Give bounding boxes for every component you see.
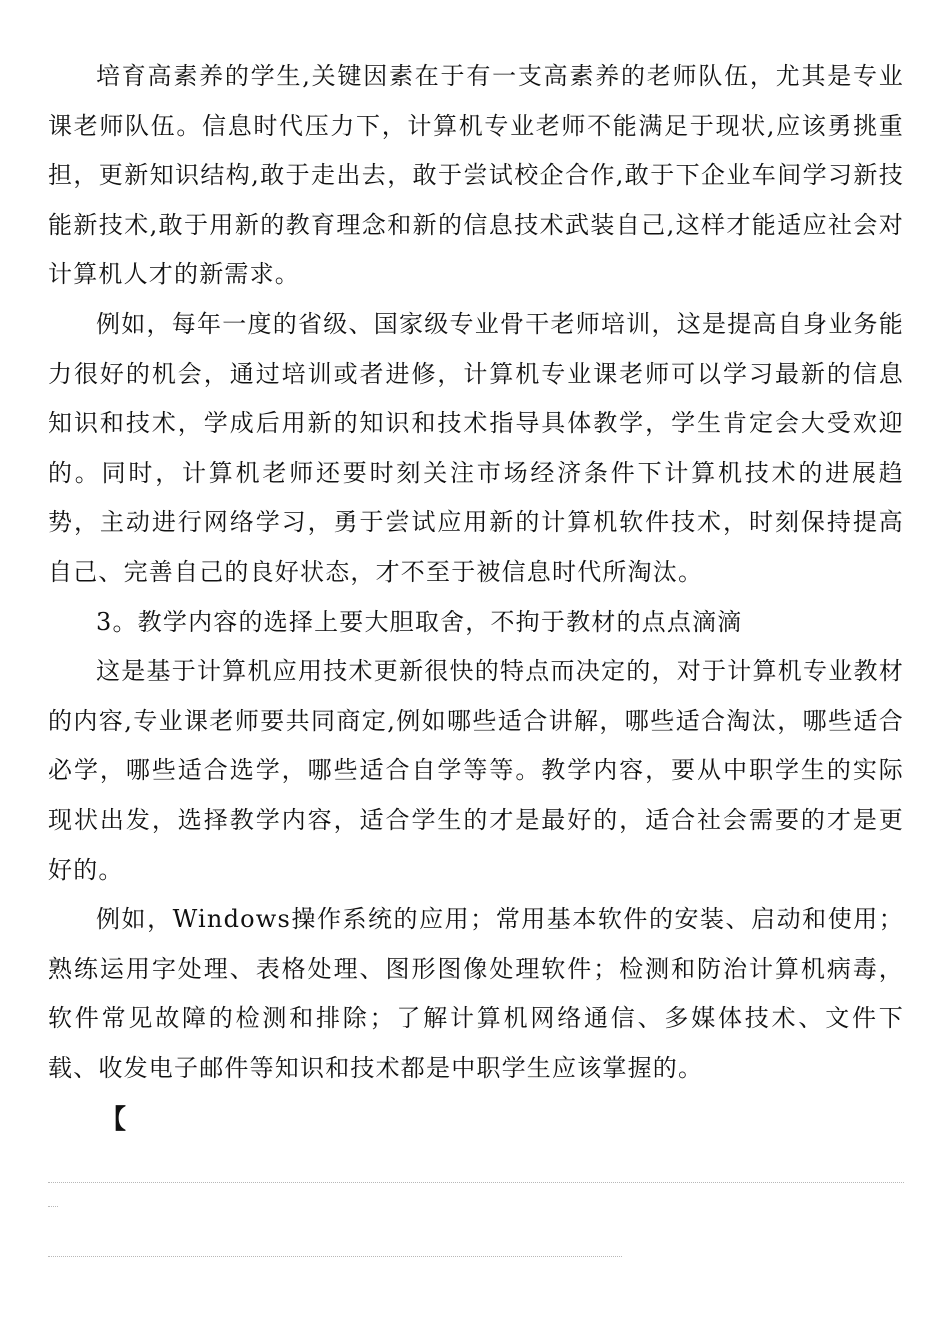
paragraph-skills-example: 例如，Windows操作系统的应用；常用基本软件的安装、启动和使用；熟练运用字处理、表格处理、图形图像处理软件；检测和防治计算机病毒，软件常见故障的检测和排除；了解计算机网络通信、多媒体技术、文件下载、收发电子邮件等知识和技术都是中职学生应该掌握的。: [48, 905, 904, 1082]
dotted-divider-short: [48, 1206, 58, 1207]
paragraph-training-example: 例如，每年一度的省级、国家级专业骨干老师培训，这是提高自身业务能力很好的机会，通过培训或者进修，计算机专业课老师可以学习最新的信息知识和技术，学成后用新的知识和技术指导具体教学，学生肯定会大受欢迎的。同时，计算机老师还要时刻关注市场经济条件下计算机技术的进展趋势，主动进行网络学习，勇于尝试应用新的计算机软件技术，时刻保持提高自己、完善自己的良好状态，才不至于被信息时代所淘汰。: [48, 309, 904, 586]
document-body: [48, 52, 904, 1093]
paragraph-teacher-quality: 培育高素养的学生,关键因素在于有一支高素养的老师队伍，尤其是专业课老师队伍。信息时代压力下，计算机专业老师不能满足于现状,应该勇挑重担，更新知识结构,敢于走出去，敢于尝试校企合作,敢于下企业车间学习新技能新技术,敢于用新的教育理念和新的信息技术武装自己,这样才能适应社会对计算机人才的新需求。: [48, 62, 904, 289]
dotted-divider-footer: [48, 1256, 622, 1257]
open-bracket-mark: 【: [100, 1105, 127, 1135]
section-heading-content-selection: 3。教学内容的选择上要大胆取舍，不拘于教材的点点滴滴: [96, 607, 743, 636]
paragraph-content-selection: 这是基于计算机应用技术更新很快的特点而决定的，对于计算机专业教材的内容,专业课老师要共同商定,例如哪些适合讲解，哪些适合淘汰，哪些适合必学，哪些适合选学，哪些适合自学等等。教学内容，要从中职学生的实际现状出发，选择教学内容，适合学生的才是最好的，适合社会需要的才是更好的。: [48, 657, 904, 884]
dotted-divider: [48, 1182, 904, 1183]
